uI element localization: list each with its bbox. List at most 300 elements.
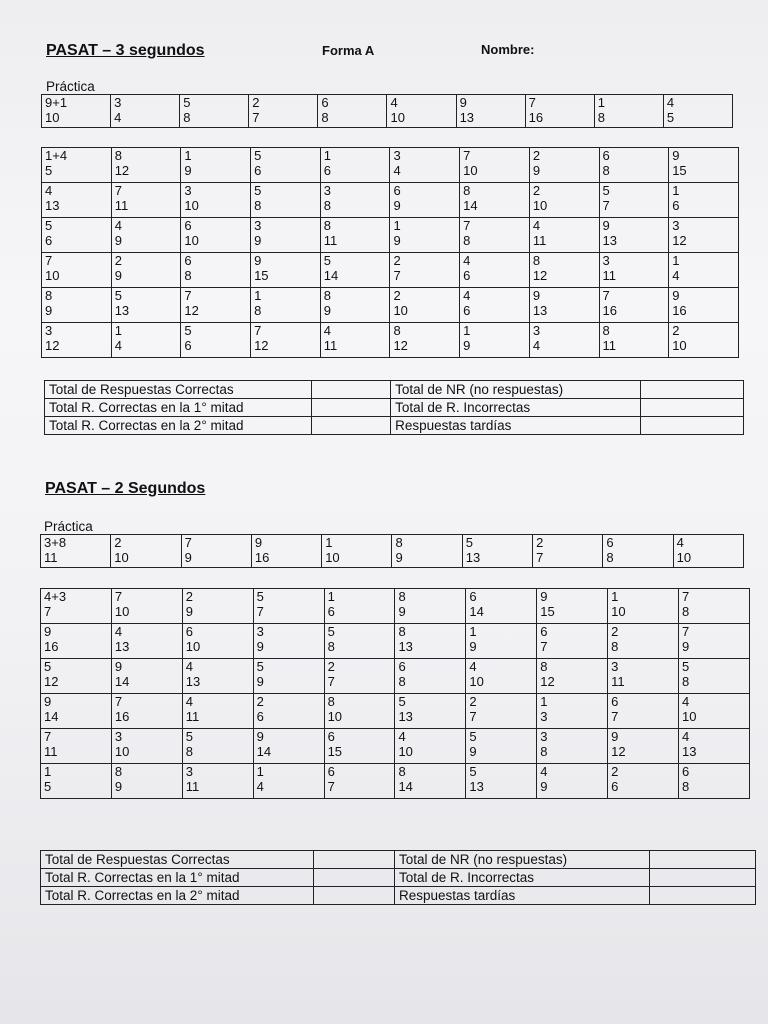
stimulus-number: 1 bbox=[672, 253, 680, 268]
trial-2s-cell bbox=[111, 589, 182, 624]
sum-number: 9 bbox=[114, 268, 122, 283]
trial-2s-cell bbox=[253, 729, 324, 764]
trial-3s-cell bbox=[390, 183, 460, 218]
trial-3s-cell bbox=[599, 218, 669, 253]
trial-2s-cell bbox=[111, 659, 182, 694]
stimulus-number: 4 bbox=[114, 218, 122, 233]
trial-3s-cell bbox=[251, 218, 321, 253]
sum-number: 8 bbox=[611, 639, 619, 654]
trial-3s-cell bbox=[669, 183, 739, 218]
practice-2s-row bbox=[41, 535, 744, 568]
trial-3s-cell bbox=[390, 288, 460, 323]
trial-2s-cell bbox=[182, 729, 253, 764]
sum-number: 15 bbox=[254, 268, 269, 283]
trial-3s-cell bbox=[390, 253, 460, 288]
stimulus-number: 5 bbox=[254, 183, 262, 198]
sum-number: 9 bbox=[256, 639, 264, 654]
sum-number: 9 bbox=[540, 779, 548, 794]
trial-2s-cell bbox=[395, 729, 466, 764]
stimulus-number: 4 bbox=[45, 183, 53, 198]
stimulus-number: 4 bbox=[469, 659, 477, 674]
sum-number: 7 bbox=[611, 709, 619, 724]
sum-number: 6 bbox=[256, 709, 264, 724]
stimulus-number: 1 bbox=[44, 764, 52, 779]
sum-number: 10 bbox=[463, 163, 478, 178]
trial-2s-cell bbox=[608, 589, 679, 624]
stimulus-number: 5 bbox=[114, 288, 122, 303]
sum-number: 16 bbox=[44, 639, 59, 654]
stimulus-number: 7 bbox=[602, 288, 610, 303]
sum-number: 8 bbox=[323, 198, 331, 213]
trial-3s-cell bbox=[251, 148, 321, 183]
totals-row bbox=[45, 417, 744, 435]
trial-2s-cell bbox=[253, 589, 324, 624]
stimulus-number: 1 bbox=[393, 218, 401, 233]
stimulus-number: 8 bbox=[323, 218, 331, 233]
sum-number: 10 bbox=[45, 268, 60, 283]
trial-2s-row bbox=[41, 764, 750, 799]
sum-number: 10 bbox=[327, 709, 343, 724]
stimulus-number: 4 bbox=[682, 729, 690, 744]
sum-number: 16 bbox=[602, 303, 617, 318]
sum-number: 13 bbox=[682, 744, 697, 759]
stimulus-number: 2 bbox=[611, 764, 619, 779]
stimulus-number: 2 bbox=[327, 659, 335, 674]
sum-number: 10 bbox=[676, 550, 692, 565]
trial-2s-cell bbox=[324, 764, 395, 799]
sum-number: 9 bbox=[393, 233, 401, 248]
trial-3s-cell bbox=[42, 148, 112, 183]
stimulus-number: 1 bbox=[672, 183, 680, 198]
trial-2s-cell bbox=[608, 729, 679, 764]
sum-number: 15 bbox=[672, 163, 687, 178]
sum-number: 12 bbox=[611, 744, 626, 759]
sum-number: 7 bbox=[44, 604, 52, 619]
totals-entry-field[interactable] bbox=[650, 869, 756, 887]
trial-2s-cell bbox=[41, 729, 112, 764]
sum-number: 10 bbox=[469, 674, 484, 689]
stimulus-number: 1 bbox=[327, 589, 335, 604]
stimulus-number: 2 bbox=[469, 694, 477, 709]
practice-2s-cell bbox=[462, 535, 532, 568]
stimulus-number: 2 bbox=[114, 253, 122, 268]
practice-2s-cell bbox=[41, 535, 111, 568]
sum-number: 13 bbox=[45, 198, 60, 213]
trial-3s-cell bbox=[529, 148, 599, 183]
stimulus-number: 6 bbox=[184, 218, 192, 233]
stimulus-number: 6 bbox=[393, 183, 401, 198]
trial-3s-cell bbox=[460, 218, 530, 253]
trial-3s-cell bbox=[320, 183, 390, 218]
trial-3s-cell bbox=[599, 253, 669, 288]
trial-2s-cell bbox=[466, 589, 537, 624]
totals-row bbox=[45, 399, 744, 417]
sum-number: 12 bbox=[45, 338, 60, 353]
trial-2s-cell bbox=[679, 624, 750, 659]
stimulus-number: 6 bbox=[602, 148, 610, 163]
stimulus-number: 3 bbox=[254, 218, 262, 233]
practice-2s-cell bbox=[603, 535, 673, 568]
trial-2s-cell bbox=[111, 624, 182, 659]
sum-number: 10 bbox=[390, 110, 405, 125]
stimulus-number: 4 bbox=[390, 95, 398, 110]
sum-number: 12 bbox=[672, 233, 687, 248]
sum-number: 10 bbox=[184, 233, 199, 248]
sum-number: 13 bbox=[465, 550, 481, 565]
sum-number: 14 bbox=[398, 779, 413, 794]
trial-3s-cell bbox=[181, 323, 251, 358]
sum-number: 9 bbox=[682, 639, 690, 654]
trial-2s-cell bbox=[679, 694, 750, 729]
totals-label: Total R. Correctas en la 2° mitad bbox=[45, 417, 312, 435]
trial-2s-cell bbox=[537, 659, 608, 694]
stimulus-number: 5 bbox=[183, 95, 191, 110]
totals-label: Respuestas tardías bbox=[391, 417, 641, 435]
trial-2s-cell bbox=[466, 764, 537, 799]
sum-number: 12 bbox=[393, 338, 408, 353]
trial-2s-cell bbox=[537, 624, 608, 659]
totals-entry-field[interactable] bbox=[640, 417, 743, 435]
stimulus-number: 4 bbox=[323, 323, 331, 338]
trial-2s-cell bbox=[41, 694, 112, 729]
sum-number: 3 bbox=[540, 709, 548, 724]
trial-3s-cell bbox=[390, 323, 460, 358]
trial-3s-cell bbox=[111, 218, 181, 253]
sum-number: 6 bbox=[463, 303, 471, 318]
totals-row bbox=[45, 381, 744, 399]
sum-number: 16 bbox=[528, 110, 544, 125]
trial-table-3s bbox=[41, 147, 739, 358]
stimulus-number: 2 bbox=[611, 624, 619, 639]
stimulus-number: 7 bbox=[528, 95, 536, 110]
stimulus-number: 3 bbox=[602, 253, 610, 268]
practice-3s-cell bbox=[594, 95, 663, 128]
sum-number: 16 bbox=[672, 303, 687, 318]
trial-3s-cell bbox=[599, 148, 669, 183]
stimulus-number: 8 bbox=[398, 589, 406, 604]
stimulus-number: 8 bbox=[114, 148, 122, 163]
sum-number: 10 bbox=[532, 198, 548, 213]
sum-number: 8 bbox=[254, 303, 262, 318]
section-title-2s: PASAT – 2 Segundos bbox=[45, 480, 206, 497]
trial-2s-cell bbox=[395, 659, 466, 694]
trial-3s-row bbox=[42, 253, 739, 288]
trial-3s-row bbox=[42, 323, 739, 358]
stimulus-number: 7 bbox=[682, 624, 690, 639]
sum-number: 9 bbox=[463, 338, 471, 353]
trial-3s-cell bbox=[251, 323, 321, 358]
sum-number: 6 bbox=[323, 163, 331, 178]
practice-2s-cell bbox=[673, 535, 743, 568]
stimulus-number: 8 bbox=[395, 535, 403, 550]
trial-3s-cell bbox=[251, 253, 321, 288]
trial-2s-cell bbox=[182, 624, 253, 659]
sum-number: 8 bbox=[183, 110, 191, 125]
stimulus-number: 5 bbox=[465, 535, 474, 550]
stimulus-number: 4 bbox=[666, 95, 675, 110]
stimulus-number: 9 bbox=[532, 288, 541, 303]
trial-2s-cell bbox=[324, 694, 395, 729]
stimulus-number: 9 bbox=[672, 148, 680, 163]
sum-number: 7 bbox=[536, 550, 544, 565]
practice-3s-cell bbox=[318, 95, 387, 128]
sum-number: 5 bbox=[45, 163, 53, 178]
stimulus-number: 4 bbox=[185, 659, 194, 674]
sum-number: 8 bbox=[327, 639, 335, 654]
stimulus-number: 6 bbox=[327, 729, 335, 744]
totals-entry-field[interactable] bbox=[311, 399, 391, 417]
sum-number: 13 bbox=[114, 303, 130, 318]
sum-number: 12 bbox=[254, 338, 269, 353]
trial-2s-cell bbox=[182, 589, 253, 624]
stimulus-number: 9 bbox=[254, 535, 263, 550]
stimulus-number: 6 bbox=[185, 624, 194, 639]
stimulus-number: 7 bbox=[254, 323, 262, 338]
sum-number: 9 bbox=[395, 550, 403, 565]
trial-2s-cell bbox=[608, 694, 679, 729]
stimulus-number: 4 bbox=[398, 729, 406, 744]
stimulus-number: 6 bbox=[321, 95, 329, 110]
sum-number: 9 bbox=[114, 233, 122, 248]
sum-number: 14 bbox=[114, 674, 130, 689]
trial-2s-row bbox=[41, 694, 750, 729]
stimulus-number: 3 bbox=[184, 183, 192, 198]
sum-number: 10 bbox=[682, 709, 697, 724]
trial-2s-cell bbox=[253, 659, 324, 694]
sum-number: 14 bbox=[44, 709, 59, 724]
stimulus-number: 2 bbox=[536, 535, 544, 550]
practice-label-3s: Práctica bbox=[46, 79, 95, 94]
sum-number: 10 bbox=[114, 744, 130, 759]
stimulus-number: 1+4 bbox=[45, 148, 68, 163]
totals-label: Total de Respuestas Correctas bbox=[41, 851, 314, 869]
trial-2s-cell bbox=[253, 764, 324, 799]
stimulus-number: 1 bbox=[325, 535, 333, 550]
totals-entry-field[interactable] bbox=[640, 399, 743, 417]
totals-entry-field[interactable] bbox=[650, 851, 756, 869]
sum-number: 4 bbox=[256, 779, 264, 794]
stimulus-number: 1 bbox=[256, 764, 264, 779]
sum-number: 6 bbox=[184, 338, 192, 353]
sum-number: 10 bbox=[672, 338, 687, 353]
sum-number: 10 bbox=[393, 303, 408, 318]
stimulus-number: 7 bbox=[184, 288, 192, 303]
totals-label: Total de NR (no respuestas) bbox=[395, 851, 650, 869]
totals-label: Total R. Correctas en la 1° mitad bbox=[41, 869, 314, 887]
sum-number: 9 bbox=[185, 604, 194, 619]
sum-number: 13 bbox=[469, 779, 484, 794]
totals-entry-field[interactable] bbox=[640, 381, 743, 399]
totals-entry-field[interactable] bbox=[311, 417, 391, 435]
stimulus-number: 4 bbox=[463, 288, 471, 303]
sum-number: 14 bbox=[256, 744, 272, 759]
stimulus-number: 2 bbox=[532, 148, 541, 163]
trial-3s-cell bbox=[529, 288, 599, 323]
trial-2s-cell bbox=[324, 659, 395, 694]
totals-row bbox=[41, 887, 756, 905]
stimulus-number: 6 bbox=[184, 253, 192, 268]
sum-number: 9 bbox=[184, 163, 192, 178]
practice-3s-cell bbox=[387, 95, 456, 128]
trial-2s-cell bbox=[608, 764, 679, 799]
stimulus-number: 9 bbox=[540, 589, 548, 604]
totals-table-3s bbox=[44, 380, 744, 435]
trial-3s-row bbox=[42, 183, 739, 218]
trial-2s-cell bbox=[537, 589, 608, 624]
trial-2s-cell bbox=[253, 694, 324, 729]
stimulus-number: 8 bbox=[393, 323, 401, 338]
sum-number: 11 bbox=[323, 233, 338, 248]
totals-entry-field[interactable] bbox=[313, 887, 394, 905]
stimulus-number: 9 bbox=[254, 253, 262, 268]
trial-3s-cell bbox=[111, 148, 181, 183]
sum-number: 9 bbox=[184, 550, 192, 565]
stimulus-number: 3 bbox=[532, 323, 541, 338]
sum-number: 11 bbox=[185, 709, 200, 724]
sum-number: 8 bbox=[682, 674, 690, 689]
sum-number: 6 bbox=[327, 604, 335, 619]
stimulus-number: 7 bbox=[114, 694, 123, 709]
sum-number: 11 bbox=[323, 338, 338, 353]
sum-number: 15 bbox=[327, 744, 343, 759]
trial-3s-cell bbox=[181, 253, 251, 288]
trial-3s-cell bbox=[599, 183, 669, 218]
sum-number: 9 bbox=[469, 744, 477, 759]
stimulus-number: 2 bbox=[532, 183, 541, 198]
trial-2s-cell bbox=[111, 764, 182, 799]
sum-number: 8 bbox=[254, 198, 262, 213]
trial-3s-cell bbox=[320, 218, 390, 253]
stimulus-number: 4 bbox=[540, 764, 548, 779]
stimulus-number: 6 bbox=[611, 694, 619, 709]
stimulus-number: 8 bbox=[463, 183, 471, 198]
trial-2s-row bbox=[41, 659, 750, 694]
trial-2s-cell bbox=[466, 624, 537, 659]
stimulus-number: 3+8 bbox=[44, 535, 67, 550]
sum-number: 8 bbox=[682, 779, 690, 794]
stimulus-number: 3 bbox=[611, 659, 619, 674]
trial-3s-cell bbox=[251, 183, 321, 218]
sum-number: 11 bbox=[532, 233, 547, 248]
practice-3s-cell bbox=[525, 95, 594, 128]
stimulus-number: 5 bbox=[469, 729, 477, 744]
trial-2s-cell bbox=[608, 624, 679, 659]
sum-number: 6 bbox=[45, 233, 53, 248]
sum-number: 9 bbox=[532, 163, 541, 178]
sum-number: 14 bbox=[323, 268, 339, 283]
sum-number: 10 bbox=[611, 604, 626, 619]
trial-3s-cell bbox=[599, 323, 669, 358]
totals-entry-field[interactable] bbox=[311, 381, 391, 399]
sum-number: 8 bbox=[597, 110, 605, 125]
sum-number: 4 bbox=[672, 268, 680, 283]
trial-2s-cell bbox=[679, 764, 750, 799]
sum-number: 4 bbox=[532, 338, 541, 353]
trial-2s-cell bbox=[395, 624, 466, 659]
stimulus-number: 7 bbox=[45, 253, 53, 268]
practice-3s-cell bbox=[111, 95, 180, 128]
totals-table-2s bbox=[40, 850, 756, 905]
stimulus-number: 4+3 bbox=[44, 589, 67, 604]
sum-number: 10 bbox=[114, 550, 129, 565]
stimulus-number: 6 bbox=[327, 764, 335, 779]
stimulus-number: 7 bbox=[463, 218, 471, 233]
stimulus-number: 3 bbox=[540, 729, 548, 744]
stimulus-number: 9 bbox=[611, 729, 619, 744]
trial-2s-cell bbox=[182, 764, 253, 799]
sum-number: 10 bbox=[184, 198, 199, 213]
trial-2s-cell bbox=[324, 589, 395, 624]
trial-2s-cell bbox=[41, 659, 112, 694]
form-label: Forma A bbox=[322, 43, 375, 58]
totals-label: Respuestas tardías bbox=[395, 887, 650, 905]
sum-number: 6 bbox=[672, 198, 680, 213]
totals-entry-field[interactable] bbox=[313, 869, 394, 887]
sum-number: 14 bbox=[469, 604, 484, 619]
stimulus-number: 9 bbox=[459, 95, 467, 110]
stimulus-number: 7 bbox=[114, 183, 122, 198]
sum-number: 13 bbox=[114, 639, 130, 654]
stimulus-number: 6 bbox=[398, 659, 406, 674]
sum-number: 10 bbox=[325, 550, 340, 565]
sum-number: 11 bbox=[44, 550, 58, 565]
trial-2s-cell bbox=[537, 729, 608, 764]
trial-3s-cell bbox=[320, 253, 390, 288]
stimulus-number: 4 bbox=[114, 624, 123, 639]
totals-entry-field[interactable] bbox=[650, 887, 756, 905]
stimulus-number: 6 bbox=[682, 764, 690, 779]
trial-3s-cell bbox=[42, 323, 112, 358]
stimulus-number: 9+1 bbox=[45, 95, 68, 110]
trial-3s-cell bbox=[390, 148, 460, 183]
sum-number: 12 bbox=[184, 303, 199, 318]
trial-2s-row bbox=[41, 729, 750, 764]
totals-entry-field[interactable] bbox=[313, 851, 394, 869]
sum-number: 7 bbox=[327, 674, 335, 689]
trial-3s-cell bbox=[181, 148, 251, 183]
sum-number: 10 bbox=[185, 639, 201, 654]
stimulus-number: 9 bbox=[672, 288, 680, 303]
trial-3s-cell bbox=[669, 218, 739, 253]
stimulus-number: 1 bbox=[254, 288, 262, 303]
stimulus-number: 7 bbox=[184, 535, 192, 550]
totals-label: Total R. Correctas en la 1° mitad bbox=[45, 399, 312, 417]
sum-number: 11 bbox=[185, 779, 200, 794]
practice-2s-cell bbox=[322, 535, 392, 568]
trial-2s-cell bbox=[41, 764, 112, 799]
trial-3s-cell bbox=[320, 323, 390, 358]
trial-3s-cell bbox=[460, 183, 530, 218]
sum-number: 16 bbox=[254, 550, 270, 565]
trial-3s-cell bbox=[111, 323, 181, 358]
trial-2s-cell bbox=[253, 624, 324, 659]
totals-label: Total R. Correctas en la 2° mitad bbox=[41, 887, 314, 905]
practice-3s-cell bbox=[456, 95, 525, 128]
trial-2s-cell bbox=[395, 589, 466, 624]
stimulus-number: 5 bbox=[469, 764, 477, 779]
sum-number: 4 bbox=[114, 338, 122, 353]
practice-3s-cell bbox=[249, 95, 318, 128]
trial-2s-cell bbox=[324, 729, 395, 764]
sum-number: 8 bbox=[185, 744, 194, 759]
trial-3s-cell bbox=[42, 253, 112, 288]
stimulus-number: 5 bbox=[44, 659, 52, 674]
stimulus-number: 3 bbox=[45, 323, 53, 338]
trial-3s-cell bbox=[320, 288, 390, 323]
trial-3s-cell bbox=[460, 148, 530, 183]
stimulus-number: 3 bbox=[114, 729, 123, 744]
sum-number: 11 bbox=[611, 674, 625, 689]
